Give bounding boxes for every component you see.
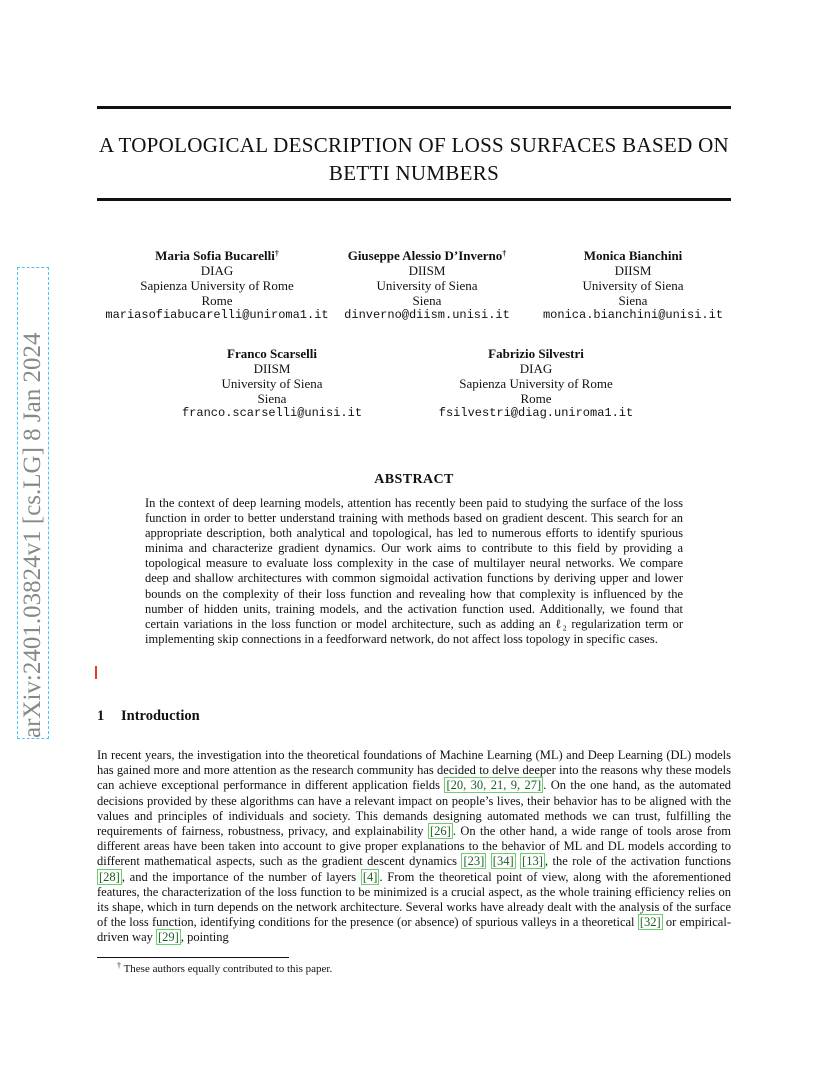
footnote-text: These authors equally contributed to this paper.	[123, 963, 333, 975]
citation-link[interactable]: [13]	[522, 854, 543, 869]
author-name: Maria Sofia Bucarelli†	[155, 248, 279, 263]
author-block	[327, 248, 527, 323]
citation-link[interactable]: [26]	[429, 824, 451, 839]
title-top-rule	[97, 106, 731, 109]
arxiv-stamp	[18, 268, 48, 738]
change-bar-mark	[95, 666, 97, 679]
section-title: Introduction	[121, 708, 200, 724]
author-email[interactable]: dinverno@diism.unisi.it	[344, 308, 510, 322]
footnote-mark: †	[117, 961, 121, 970]
author-dept: DIISM	[253, 361, 291, 376]
author-city: Rome	[201, 293, 233, 308]
section-heading	[97, 708, 200, 725]
author-name: Monica Bianchini	[583, 248, 683, 263]
footnote	[117, 963, 332, 975]
title-bottom-rule	[97, 198, 731, 201]
author-inst: Sapienza University of Rome	[140, 278, 294, 293]
author-block	[436, 346, 636, 421]
citation-link[interactable]: [20, 30, 21, 9, 27]	[446, 778, 542, 793]
author-inst: University of Siena	[582, 278, 684, 293]
author-sup: †	[274, 249, 279, 258]
paper-title	[97, 131, 731, 187]
author-email[interactable]: franco.scarselli@unisi.it	[181, 406, 363, 420]
author-city: Siena	[257, 391, 287, 406]
abstract-text: In the context of deep learning models, attention has recently been paid to studying the surface of the loss function in order to better understand training with methods based on gradient descent. This search for an appropriate description, both analytical and topological, has led to numerous efforts to identify spurious minima and characterize gradient dynamics. Our work aims to contribute to this field by providing a topological measure to evaluate loss complexity in the case of multilayer neural networks. We compare deep and shallow architectures with common sigmoidal activation functions by deriving upper and lower bounds on the complexity of their loss function and revealing how that complexity is influenced by the number of hidden units, training models, and the activation function used. Additionally, we found that certain variations in the loss function or model architecture, such as adding an ℓ₂ regularization term or implementing skip connections in a feedforward network, do not affect loss topology in specific cases.	[145, 496, 683, 646]
citation-link[interactable]: [32]	[639, 915, 661, 930]
author-name: Franco Scarselli	[227, 346, 317, 361]
author-dept: DIAG	[519, 361, 553, 376]
author-city: Rome	[520, 391, 552, 406]
author-block	[97, 248, 337, 323]
intro-paragraph: In recent years, the investigation into the theoretical foundations of Machine Learning (ML) and Deep Learning (DL) models has gained more and more attention as the research community has decided to delve deeper into the reasons why these models can achieve exceptional performance in different application fields [20, 30, 21, 9, 27] . On the one hand, as the automated decisions provided by these algorithms can have a relevant impact on people’s lives, their behavior has to be aligned with the values and principles of individuals and society. This demands designing automated methods we can trust, fulfilling the requirements of fairness, robustness, privacy, and explainability [26] . On the other hand, a wide range of tools arose from different areas have been taken into account to give proper explanations to the behavior of ML and DL models according to different mathematical aspects, such as the gradient descent dynamics [23] [34] [13] , the role of the activation functions [28] , and the importance of the number of layers [4] . From the theoretical point of view, along with the aforementioned features, the characterization of the loss function to be minimized is a crucial aspect, as the whole training efficiency relies on its shape, which in turn depends on the network architecture. Several works have already dealt with the analysis of the surface of the loss function, identifying conditions for the presence (or absence) of spurious valleys in a theoretical [32] or empirical-driven way [29] , pointing	[97, 748, 732, 945]
author-name: Giuseppe Alessio D’Inverno†	[347, 248, 507, 263]
title-line-2: BETTI NUMBERS	[328, 161, 500, 185]
author-inst: University of Siena	[221, 376, 323, 391]
author-dept: DIISM	[408, 263, 446, 278]
section-number: 1	[97, 708, 105, 724]
title-line-1: A TOPOLOGICAL DESCRIPTION OF LOSS SURFACES BASED ON	[98, 133, 730, 157]
author-sup: †	[502, 249, 507, 258]
author-email[interactable]: monica.bianchini@unisi.it	[542, 308, 724, 322]
author-email[interactable]: mariasofiabucarelli@uniroma1.it	[105, 308, 329, 322]
author-dept: DIAG	[200, 263, 234, 278]
author-inst: University of Siena	[376, 278, 478, 293]
author-name: Fabrizio Silvestri	[488, 346, 584, 361]
citation-link[interactable]: [23]	[463, 854, 485, 869]
abstract-heading: ABSTRACT	[374, 472, 454, 487]
author-city: Siena	[618, 293, 648, 308]
citation-link[interactable]: [29]	[158, 930, 179, 945]
author-dept: DIISM	[614, 263, 652, 278]
author-inst: Sapienza University of Rome	[459, 376, 613, 391]
author-block	[172, 346, 372, 421]
citation-link[interactable]: [28]	[99, 869, 120, 884]
citation-link[interactable]: [34]	[492, 854, 514, 869]
arxiv-stamp-text: arXiv:2401.03824v1 [cs.LG] 8 Jan 2024	[18, 268, 48, 738]
author-email[interactable]: fsilvestri@diag.uniroma1.it	[438, 406, 634, 420]
footnote-rule	[97, 957, 289, 958]
author-block	[533, 248, 733, 323]
author-city: Siena	[412, 293, 442, 308]
citation-link[interactable]: [4]	[362, 869, 378, 884]
